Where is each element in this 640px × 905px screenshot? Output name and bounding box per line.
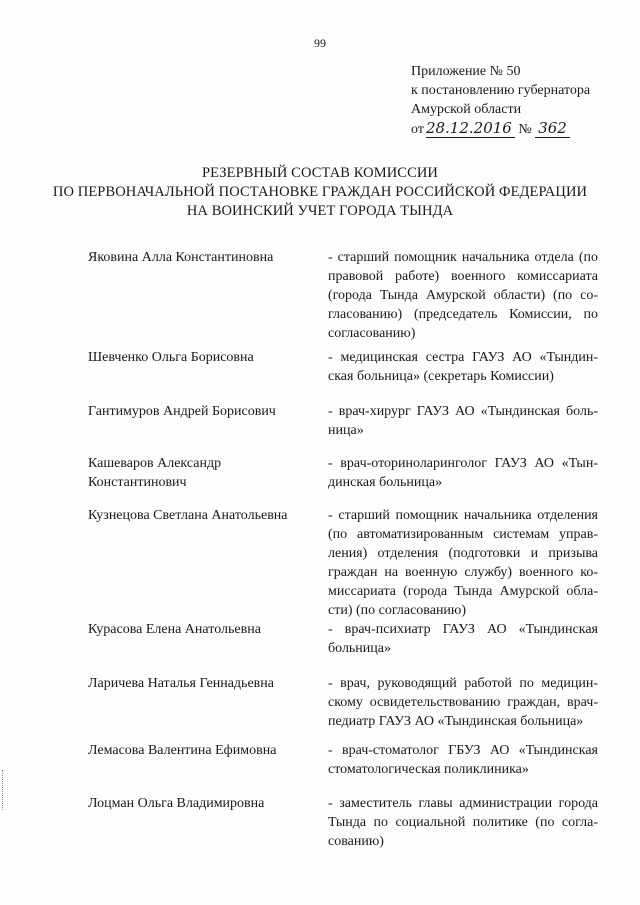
member-name: [88, 348, 328, 386]
member-role-line: педиатр ГАУЗ АО «Тындинская больница»: [328, 714, 584, 729]
member-role-line: динская больница»: [328, 475, 443, 490]
member-name-line: Кузнецова Светлана Анатольевна: [88, 508, 288, 523]
title-line-1: РЕЗЕРВНЫЙ СОСТАВ КОМИССИИ: [202, 165, 438, 181]
member-role: [328, 348, 598, 386]
page-number: 99: [314, 36, 326, 50]
member-role-line: правовой работе) военного комиссариата: [328, 269, 598, 284]
member-name-line: Курасова Елена Анатольевна: [88, 622, 261, 637]
member-name-line: Яковина Алла Константиновна: [88, 250, 274, 265]
date-prefix: от: [411, 122, 424, 137]
member-role-line: - врач-оториноларинголог ГАУЗ АО «Тын-: [328, 456, 598, 471]
member-name: [88, 794, 328, 851]
document-title: [0, 164, 640, 221]
member-role-line: больница»: [328, 641, 391, 656]
member-name: [88, 741, 328, 779]
member-role-line: ница»: [328, 423, 364, 438]
member-role-line: согласованию): [328, 326, 416, 341]
member-role: [328, 454, 598, 492]
member-role: [328, 506, 598, 620]
member-role-line: миссариата (города Тында Амурской обла-: [328, 584, 598, 599]
member-role-line: (по автоматизированным системам управ-: [328, 527, 598, 542]
member-name: [88, 248, 328, 343]
member-role: [328, 620, 598, 658]
member-role-line: - врач, руководящий работой по медицин-: [328, 676, 598, 691]
member-name-line: Ларичева Наталья Геннадьевна: [88, 676, 274, 691]
number-prefix: №: [518, 122, 532, 137]
member-role-line: - врач-стоматолог ГБУЗ АО «Тындинская: [328, 743, 598, 758]
handwritten-date: 28.12.2016: [426, 119, 515, 138]
appendix-reference: к постановлению губернатора: [411, 83, 591, 98]
member-name-line: Лемасова Валентина Ефимовна: [88, 743, 277, 758]
title-line-2: ПО ПЕРВОНАЧАЛЬНОЙ ПОСТАНОВКЕ ГРАЖДАН РОССИЙСКОЙ ФЕДЕРАЦИИ: [52, 184, 588, 200]
member-row: [88, 402, 600, 440]
member-role-line: ления) отделения (подготовки и призыва: [328, 546, 598, 561]
member-row: [88, 506, 600, 620]
member-row: [88, 454, 600, 492]
member-name-line: Кашеваров Александр: [88, 456, 222, 471]
member-row: [88, 794, 600, 851]
member-row: [88, 348, 600, 386]
member-name-line: Лоцман Ольга Владимировна: [88, 796, 265, 811]
member-name: [88, 454, 328, 492]
member-name: [88, 506, 328, 620]
member-role: [328, 248, 598, 343]
member-role: [328, 741, 598, 779]
member-role-line: сованию): [328, 834, 384, 849]
member-name-line: Константинович: [88, 475, 187, 490]
member-role-line: стоматологическая поликлиника»: [328, 762, 529, 777]
member-role: [328, 794, 598, 851]
member-role-line: скому освидетельствованию граждан, врач-: [328, 695, 598, 710]
appendix-region: Амурской области: [411, 102, 522, 117]
member-row: [88, 674, 600, 731]
title-line-3: НА ВОИНСКИЙ УЧЕТ ГОРОДА ТЫНДА: [186, 203, 454, 219]
member-name-line: Шевченко Ольга Борисовна: [88, 350, 254, 365]
member-row: [88, 741, 600, 779]
member-role-line: ская больница» (секретарь Комиссии): [328, 369, 554, 384]
handwritten-number: 362: [535, 119, 570, 138]
member-role: [328, 402, 598, 440]
member-role-line: Тында по социальной политике (по согла-: [328, 815, 598, 830]
appendix-date-line: [411, 119, 626, 139]
member-row: [88, 248, 600, 343]
member-role-line: - заместитель главы администрации города: [328, 796, 598, 811]
member-role-line: - медицинская сестра ГАУЗ АО «Тындин-: [328, 350, 598, 365]
member-role-line: гласованию) (председатель Комиссии, по: [328, 307, 598, 322]
appendix-title: Приложение № 50: [411, 64, 521, 79]
member-role-line: сти) (по согласованию): [328, 603, 467, 618]
member-role-line: граждан на военную службу) военного ко-: [328, 565, 598, 580]
member-role: [328, 674, 598, 731]
member-name-line: Гантимуров Андрей Борисович: [88, 404, 276, 419]
member-name: [88, 620, 328, 658]
margin-mark: [2, 770, 6, 810]
member-role-line: - врач-хирург ГАУЗ АО «Тындинская боль-: [328, 404, 598, 419]
member-name: [88, 402, 328, 440]
member-role-line: - старший помощник начальника отдела (по: [328, 250, 598, 265]
member-name: [88, 674, 328, 731]
appendix-block: [411, 62, 626, 139]
member-role-line: (города Тында Амурской области) (по со-: [328, 288, 598, 303]
member-role-line: - врач-психиатр ГАУЗ АО «Тындинская: [328, 622, 598, 637]
member-role-line: - старший помощник начальника отделения: [328, 508, 598, 523]
member-row: [88, 620, 600, 658]
